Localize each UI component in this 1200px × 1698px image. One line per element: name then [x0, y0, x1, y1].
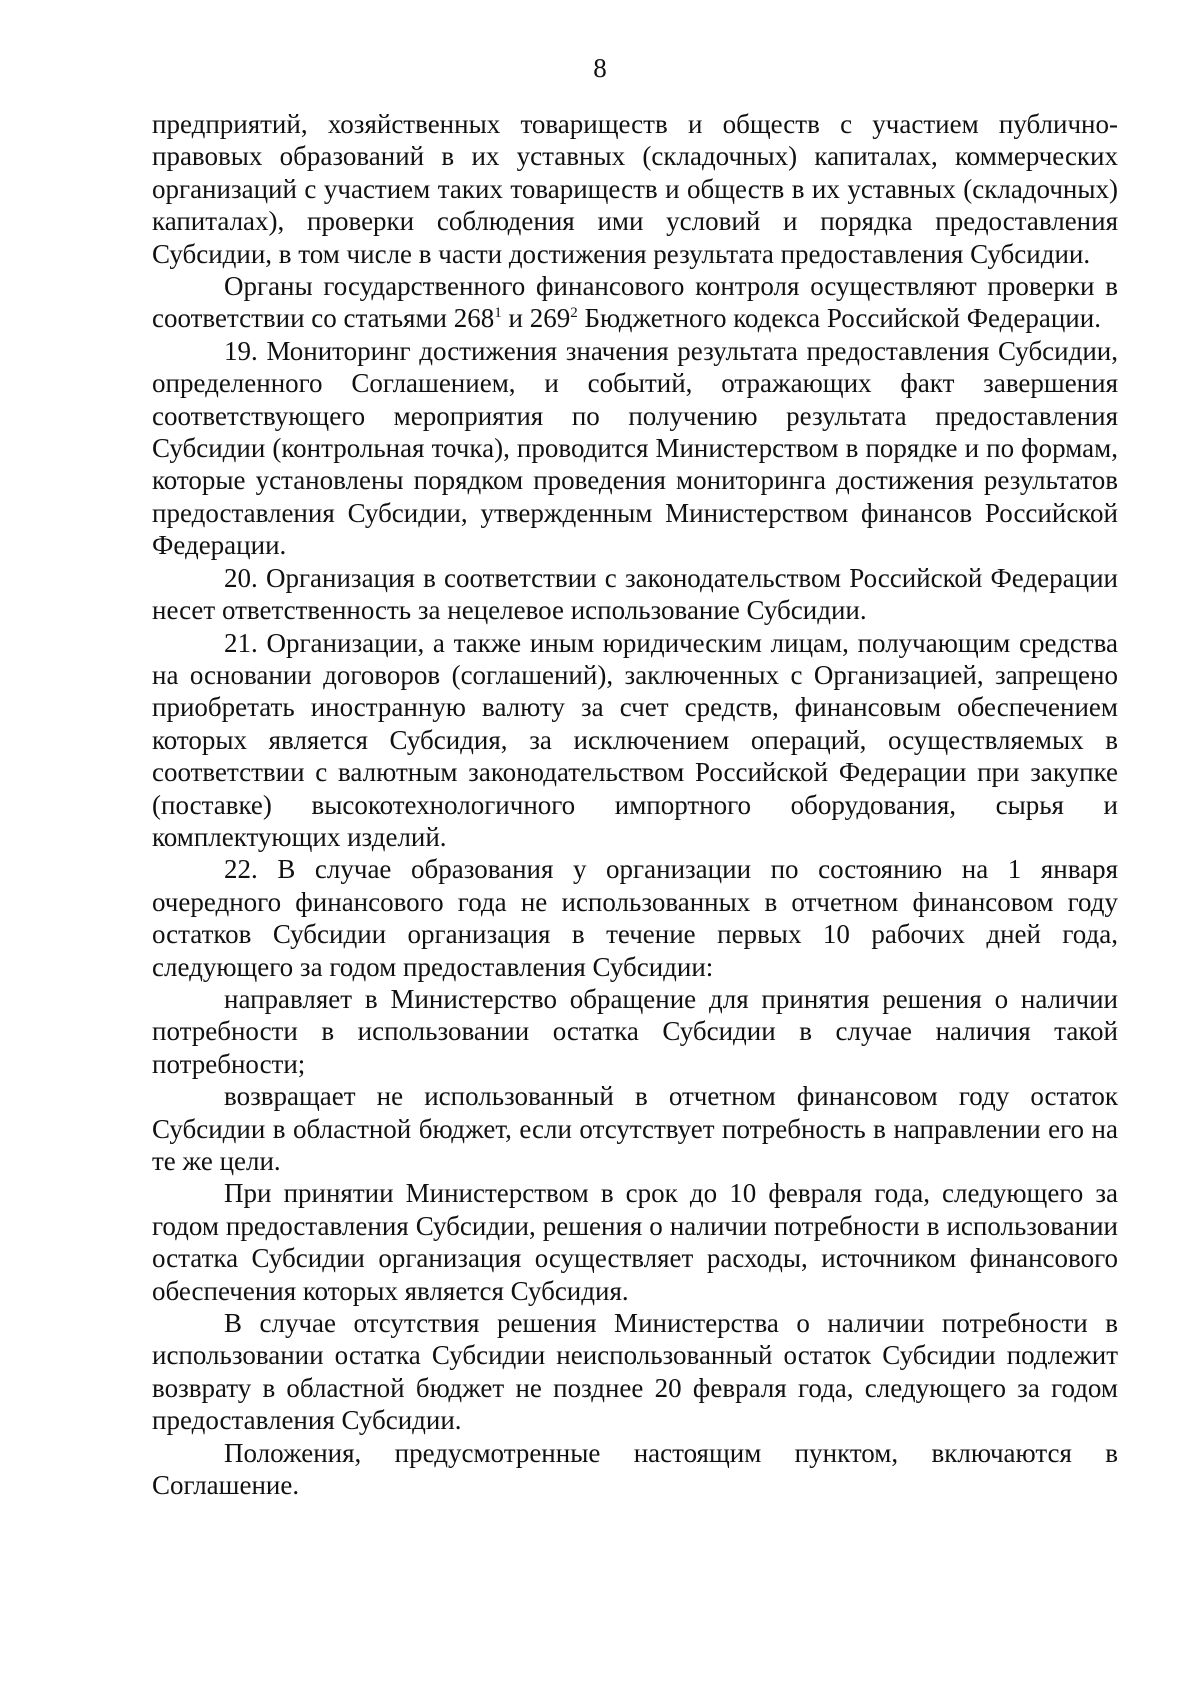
- paragraph-text-segment: и 269: [501, 303, 571, 334]
- paragraph-control-bodies: [152, 270, 1118, 335]
- paragraph-22: 22. В случае образования у организации по состоянию на 1 января очередного финансового года не использованных в отчетном финансовом году остатков Субсидии организация в течение первых 10 рабочих дней года, следующего за годом предоставления Субсидии:: [152, 854, 1118, 982]
- paragraph-22-inclusion: Положения, предусмотренные настоящим пунктом, включаются в Соглашение.: [152, 1437, 1118, 1501]
- paragraph-21: 21. Организации, а также иным юридическим лицам, получающим средства на основании договоров (соглашений), заключенных с Организацией, запрещено приобретать иностранную валюту за счет средств, финансовым обеспечением которых является Субсидия, за исключением операций, осуществляемых в соответствии с валютным законодательством Российской Федерации при закупке (поставке) высокотехнологичного импортного оборудования, сырья и комплектующих изделий.: [152, 627, 1118, 852]
- paragraph-22-item-2: возвращает не использованный в отчетном финансовом году остаток Субсидии в областной бюджет, если отсутствует потребность в направлении его на те же цели.: [152, 1081, 1118, 1176]
- paragraph-22-item-1: направляет в Министерство обращение для принятия решения о наличии потребности в использовании остатка Субсидии в случае наличия такой потребности;: [152, 983, 1118, 1079]
- paragraph-20: 20. Организация в соответствии с законодательством Российской Федерации несет ответственность за нецелевое использование Субсидии.: [152, 562, 1118, 626]
- superscript-1: 1: [494, 305, 502, 322]
- paragraph-22-decision: При принятии Министерством в срок до 10 февраля года, следующего за годом предоставления Субсидии, решения о наличии потребности в использовании остатка Субсидии организация осуществляет расходы, источником финансового обеспечения которых является Субсидия.: [152, 1178, 1118, 1306]
- paragraph-continuation: предприятий, хозяйственных товариществ и обществ с участием публично-правовых образований в их уставных (складочных) капиталах, коммерческих организаций с участием таких товариществ и обществ в их уставных (складочных) капиталах), проверки соблюдения ими условий и порядка предоставления Субсидии, в том числе в части достижения результата предоставления Субсидии.: [152, 109, 1118, 269]
- page-number: 8: [593, 53, 607, 83]
- paragraph-text-segment: Бюджетного кодекса Российской Федерации.: [577, 303, 1101, 334]
- paragraph-19: 19. Мониторинг достижения значения результата предоставления Субсидии, определенного Соглашением, и событий, отражающих факт завершения соответствующего мероприятия по получению результата предоставления Субсидии (контрольная точка), проводится Министерством в порядке и по формам, которые установлены порядком проведения мониторинга достижения результатов предоставления Субсидии, утвержденным Министерством финансов Российской Федерации.: [152, 335, 1118, 561]
- document-body: [152, 108, 1118, 1501]
- superscript-2: 2: [570, 305, 578, 322]
- paragraph-22-no-decision: В случае отсутствия решения Министерства о наличии потребности в использовании остатка Субсидии неиспользованный остаток Субсидии подлежит возврату в областной бюджет не позднее 20 февраля года, следующего за годом предоставления Субсидии.: [152, 1308, 1118, 1436]
- paragraph-text-segment: Органы государственного финансового контроля осуществляют проверки в соответствии со статьями 268: [152, 271, 1118, 334]
